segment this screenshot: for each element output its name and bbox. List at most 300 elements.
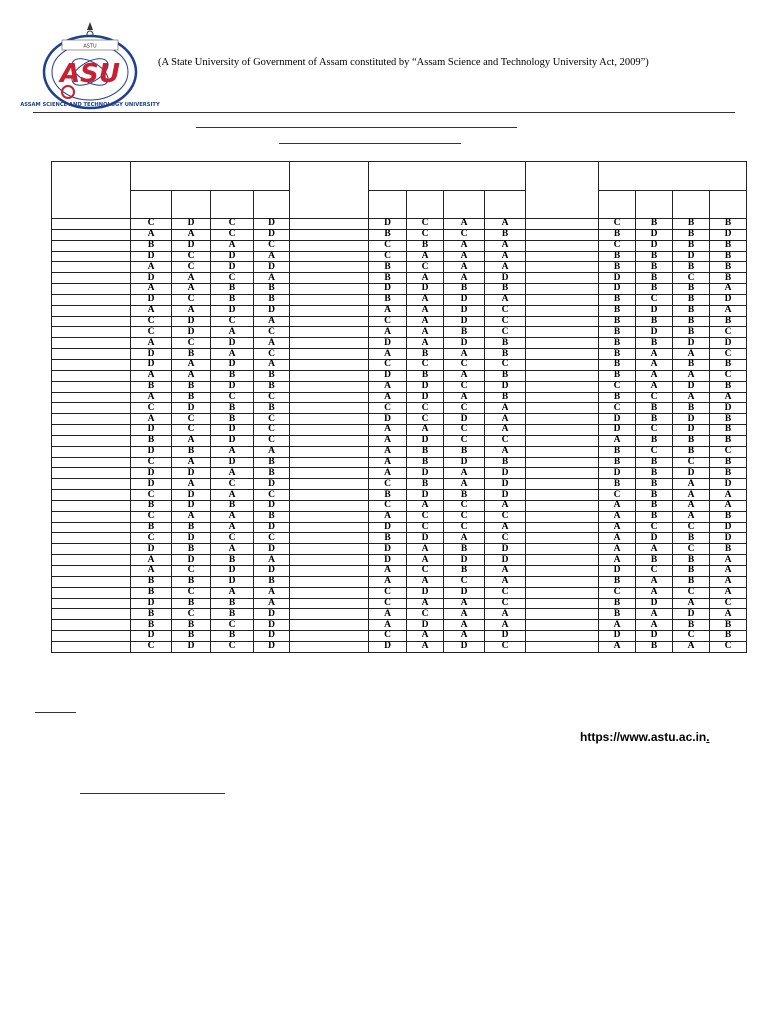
answer-cell: A: [636, 609, 673, 620]
answer-cell: C: [444, 435, 485, 446]
gap-cell: [290, 262, 369, 273]
gap-cell: [52, 598, 131, 609]
answer-cell: D: [131, 425, 172, 436]
gap-cell: [526, 609, 599, 620]
answer-cell: A: [485, 425, 526, 436]
answer-cell: A: [407, 641, 444, 652]
answer-cell: D: [369, 522, 407, 533]
answer-cell: B: [673, 284, 710, 295]
answer-cell: D: [369, 284, 407, 295]
table-row: [52, 229, 747, 240]
gap-cell: [526, 522, 599, 533]
answer-cell: A: [636, 359, 673, 370]
gap-cell: [52, 381, 131, 392]
answer-cell: B: [636, 414, 673, 425]
gap-cell: [290, 284, 369, 295]
answer-cell: A: [131, 392, 172, 403]
answer-cell: B: [131, 587, 172, 598]
answer-cell: A: [369, 349, 407, 360]
answer-cell: C: [211, 479, 254, 490]
answer-cell: C: [485, 305, 526, 316]
answer-cell: C: [254, 533, 290, 544]
answer-cell: C: [599, 219, 636, 230]
answer-cell: B: [254, 468, 290, 479]
answer-cell: C: [407, 359, 444, 370]
gap-cell: [290, 566, 369, 577]
answer-cell: D: [444, 587, 485, 598]
answer-cell: B: [673, 294, 710, 305]
answer-cell: A: [599, 641, 636, 652]
gap-cell: [52, 425, 131, 436]
answer-cell: C: [131, 457, 172, 468]
answer-cell: C: [407, 511, 444, 522]
answer-cell: A: [369, 511, 407, 522]
answer-cell: C: [211, 533, 254, 544]
gap-cell: [290, 631, 369, 642]
header-cell: [710, 191, 747, 219]
gap-cell: [52, 631, 131, 642]
answer-cell: C: [172, 294, 211, 305]
answer-cell: C: [131, 641, 172, 652]
answer-cell: B: [444, 490, 485, 501]
answer-cell: D: [211, 435, 254, 446]
answer-cell: A: [211, 446, 254, 457]
answer-cell: C: [407, 609, 444, 620]
gap-cell: [526, 229, 599, 240]
gap-cell: [526, 511, 599, 522]
answer-cell: D: [172, 403, 211, 414]
answer-cell: D: [254, 500, 290, 511]
answer-cell: B: [485, 370, 526, 381]
answer-cell: B: [211, 414, 254, 425]
answer-cell: C: [599, 240, 636, 251]
answer-cell: A: [369, 457, 407, 468]
answer-cell: B: [636, 555, 673, 566]
answer-cell: B: [636, 479, 673, 490]
answer-cell: C: [407, 262, 444, 273]
answer-cell: C: [485, 359, 526, 370]
answer-cell: C: [254, 349, 290, 360]
answer-cell: B: [254, 511, 290, 522]
answer-cell: B: [369, 262, 407, 273]
gap-cell: [526, 598, 599, 609]
answer-cell: C: [673, 544, 710, 555]
answer-cell: D: [131, 273, 172, 284]
answer-cell: B: [131, 609, 172, 620]
answer-cell: C: [599, 403, 636, 414]
answer-cell: A: [254, 359, 290, 370]
answer-cell: A: [710, 284, 747, 295]
svg-text:ASTU: ASTU: [83, 43, 97, 50]
gap-cell: [52, 284, 131, 295]
gap-cell: [526, 262, 599, 273]
header-cell: [52, 162, 131, 219]
answer-cell: D: [710, 479, 747, 490]
answer-cell: B: [673, 262, 710, 273]
gap-cell: [526, 316, 599, 327]
answer-cell: D: [131, 631, 172, 642]
answer-cell: A: [369, 305, 407, 316]
answer-cell: B: [599, 576, 636, 587]
answer-cell: B: [710, 262, 747, 273]
table-row: [52, 381, 747, 392]
answer-cell: A: [407, 425, 444, 436]
answer-cell: C: [254, 327, 290, 338]
gap-cell: [290, 598, 369, 609]
answer-cell: B: [636, 273, 673, 284]
answer-cell: A: [485, 240, 526, 251]
answer-cell: C: [172, 566, 211, 577]
answer-cell: C: [369, 403, 407, 414]
answer-cell: A: [710, 555, 747, 566]
answer-cell: D: [172, 327, 211, 338]
gap-cell: [290, 414, 369, 425]
answer-cell: A: [407, 273, 444, 284]
table-row: [52, 631, 747, 642]
answer-cell: C: [636, 566, 673, 577]
answer-cell: D: [369, 219, 407, 230]
answer-cell: C: [172, 425, 211, 436]
gap-cell: [52, 446, 131, 457]
answer-cell: A: [599, 435, 636, 446]
answer-cell: D: [599, 284, 636, 295]
answer-cell: B: [254, 457, 290, 468]
answer-cell: B: [710, 381, 747, 392]
answer-cell: C: [485, 533, 526, 544]
answer-cell: B: [636, 457, 673, 468]
table-row: [52, 533, 747, 544]
answer-cell: C: [485, 435, 526, 446]
answer-cell: C: [172, 609, 211, 620]
answer-cell: D: [444, 641, 485, 652]
gap-cell: [526, 294, 599, 305]
answer-cell: A: [485, 522, 526, 533]
header-cell: [290, 162, 369, 219]
gap-cell: [290, 609, 369, 620]
answer-cell: B: [485, 392, 526, 403]
answer-cell: D: [254, 305, 290, 316]
answer-cell: A: [636, 587, 673, 598]
answer-cell: B: [172, 446, 211, 457]
answer-cell: A: [710, 490, 747, 501]
header-cell: [673, 191, 710, 219]
answer-cell: A: [369, 566, 407, 577]
gap-cell: [290, 533, 369, 544]
answer-cell: C: [485, 327, 526, 338]
header-cell: [526, 162, 599, 219]
answer-cell: B: [131, 576, 172, 587]
answer-cell: D: [485, 468, 526, 479]
gap-cell: [526, 273, 599, 284]
table-row: [52, 219, 747, 230]
answer-cell: A: [444, 273, 485, 284]
answer-cell: D: [172, 240, 211, 251]
answer-cell: C: [172, 414, 211, 425]
answer-cell: A: [636, 576, 673, 587]
answer-cell: A: [673, 490, 710, 501]
answer-cell: C: [211, 316, 254, 327]
answer-cell: A: [673, 641, 710, 652]
notes-underline: [35, 712, 76, 713]
answer-cell: B: [407, 446, 444, 457]
table-row: [52, 273, 747, 284]
answer-cell: A: [485, 414, 526, 425]
answer-cell: B: [673, 359, 710, 370]
answer-cell: B: [710, 457, 747, 468]
answer-cell: D: [254, 479, 290, 490]
gap-cell: [526, 219, 599, 230]
answer-cell: B: [172, 349, 211, 360]
gap-cell: [526, 631, 599, 642]
answer-cell: C: [369, 240, 407, 251]
answer-cell: C: [444, 425, 485, 436]
answer-cell: A: [673, 511, 710, 522]
gap-cell: [290, 370, 369, 381]
gap-cell: [526, 555, 599, 566]
answer-cell: A: [254, 251, 290, 262]
answer-cell: D: [673, 251, 710, 262]
answer-cell: D: [710, 522, 747, 533]
answer-cell: C: [444, 500, 485, 511]
gap-cell: [526, 620, 599, 631]
answer-cell: D: [172, 500, 211, 511]
answer-cell: C: [369, 587, 407, 598]
answer-cell: A: [599, 555, 636, 566]
answer-cell: B: [131, 522, 172, 533]
answer-cell: A: [407, 555, 444, 566]
answer-cell: A: [407, 305, 444, 316]
answer-cell: D: [172, 468, 211, 479]
answer-cell: B: [710, 219, 747, 230]
answer-cell: D: [636, 631, 673, 642]
table-row: [52, 338, 747, 349]
gap-cell: [290, 446, 369, 457]
answer-cell: A: [254, 316, 290, 327]
answer-cell: A: [172, 229, 211, 240]
table-row: [52, 500, 747, 511]
answer-cell: A: [254, 338, 290, 349]
answer-cell: D: [172, 533, 211, 544]
answer-cell: B: [673, 305, 710, 316]
table-row: [52, 349, 747, 360]
gap-cell: [52, 566, 131, 577]
answer-cell: D: [636, 240, 673, 251]
answer-cell: B: [211, 598, 254, 609]
answer-cell: B: [485, 349, 526, 360]
answer-cell: A: [407, 294, 444, 305]
gap-cell: [526, 284, 599, 295]
answer-cell: A: [211, 327, 254, 338]
answer-cell: C: [444, 403, 485, 414]
answer-cell: B: [254, 381, 290, 392]
answer-cell: B: [710, 425, 747, 436]
answer-cell: B: [131, 435, 172, 446]
header-cell: [599, 191, 636, 219]
answer-cell: D: [254, 522, 290, 533]
header-cell: [211, 191, 254, 219]
gap-cell: [526, 587, 599, 598]
answer-cell: A: [710, 566, 747, 577]
answer-cell: D: [211, 251, 254, 262]
table-row: [52, 262, 747, 273]
answer-cell: C: [710, 641, 747, 652]
answer-cell: C: [369, 500, 407, 511]
answer-cell: C: [211, 229, 254, 240]
answer-cell: D: [599, 414, 636, 425]
answer-cell: D: [369, 544, 407, 555]
answer-cell: A: [599, 500, 636, 511]
answer-cell: C: [211, 641, 254, 652]
answer-cell: A: [407, 338, 444, 349]
answer-cell: A: [485, 251, 526, 262]
answer-cell: B: [599, 294, 636, 305]
website-link[interactable]: https://www.astu.ac.in.: [580, 730, 710, 744]
answer-cell: B: [211, 555, 254, 566]
gap-cell: [290, 425, 369, 436]
table-row: [52, 425, 747, 436]
gap-cell: [526, 544, 599, 555]
answer-cell: C: [407, 522, 444, 533]
gap-cell: [290, 587, 369, 598]
answer-cell: C: [599, 490, 636, 501]
answer-cell: D: [172, 316, 211, 327]
answer-key-table: [51, 161, 747, 653]
table-row: [52, 587, 747, 598]
answer-cell: D: [407, 468, 444, 479]
answer-cell: B: [599, 370, 636, 381]
answer-cell: D: [254, 609, 290, 620]
answer-cell: C: [369, 316, 407, 327]
answer-cell: B: [131, 381, 172, 392]
answer-cell: D: [369, 338, 407, 349]
answer-cell: A: [636, 381, 673, 392]
answer-cell: D: [673, 468, 710, 479]
gap-cell: [526, 349, 599, 360]
answer-cell: B: [172, 620, 211, 631]
answer-cell: A: [444, 370, 485, 381]
answer-cell: D: [636, 327, 673, 338]
answer-cell: A: [636, 620, 673, 631]
header-cell: [369, 162, 526, 191]
table-row: [52, 479, 747, 490]
header-cell: [599, 162, 747, 191]
gap-cell: [526, 576, 599, 587]
answer-cell: A: [131, 370, 172, 381]
answer-cell: D: [254, 262, 290, 273]
gap-cell: [52, 414, 131, 425]
answer-cell: A: [444, 251, 485, 262]
answer-cell: B: [369, 229, 407, 240]
answer-cell: B: [254, 370, 290, 381]
answer-cell: B: [673, 229, 710, 240]
answer-cell: B: [673, 316, 710, 327]
gap-cell: [290, 294, 369, 305]
answer-cell: C: [444, 229, 485, 240]
gap-cell: [52, 359, 131, 370]
answer-cell: B: [485, 338, 526, 349]
university-logo: [20, 20, 160, 112]
answer-cell: C: [673, 587, 710, 598]
gap-cell: [290, 349, 369, 360]
gap-cell: [52, 262, 131, 273]
answer-cell: C: [369, 251, 407, 262]
answer-cell: A: [172, 305, 211, 316]
gap-cell: [526, 641, 599, 652]
answer-cell: C: [369, 359, 407, 370]
answer-cell: C: [636, 294, 673, 305]
answer-cell: B: [211, 294, 254, 305]
answer-cell: A: [131, 229, 172, 240]
answer-cell: B: [131, 240, 172, 251]
gap-cell: [52, 435, 131, 446]
gap-cell: [290, 555, 369, 566]
answer-cell: A: [444, 392, 485, 403]
answer-cell: D: [444, 305, 485, 316]
header-cell: [254, 191, 290, 219]
table-row: [52, 598, 747, 609]
answer-cell: B: [485, 284, 526, 295]
answer-cell: B: [636, 468, 673, 479]
answer-cell: C: [131, 511, 172, 522]
table-row: [52, 641, 747, 652]
answer-cell: D: [673, 381, 710, 392]
answer-cell: B: [710, 316, 747, 327]
gap-cell: [52, 522, 131, 533]
answer-cell: D: [211, 305, 254, 316]
answer-cell: A: [369, 446, 407, 457]
answer-cell: D: [710, 403, 747, 414]
gap-cell: [52, 468, 131, 479]
answer-cell: C: [131, 219, 172, 230]
gap-cell: [526, 381, 599, 392]
answer-cell: B: [673, 555, 710, 566]
answer-cell: D: [254, 631, 290, 642]
answer-cell: A: [673, 500, 710, 511]
answer-cell: A: [444, 468, 485, 479]
answer-cell: A: [254, 587, 290, 598]
answer-cell: D: [710, 294, 747, 305]
answer-cell: B: [369, 273, 407, 284]
answer-cell: B: [673, 620, 710, 631]
table-row: [52, 370, 747, 381]
gap-cell: [290, 240, 369, 251]
answer-cell: D: [131, 446, 172, 457]
table-row: [52, 284, 747, 295]
answer-cell: D: [599, 566, 636, 577]
answer-cell: C: [254, 414, 290, 425]
answer-cell: D: [710, 338, 747, 349]
gap-cell: [52, 370, 131, 381]
answer-cell: B: [407, 370, 444, 381]
answer-cell: C: [599, 587, 636, 598]
answer-cell: D: [131, 251, 172, 262]
answer-cell: D: [485, 273, 526, 284]
answer-cell: B: [599, 479, 636, 490]
header-cell: [636, 191, 673, 219]
answer-cell: B: [599, 392, 636, 403]
gap-cell: [526, 359, 599, 370]
gap-cell: [526, 240, 599, 251]
gap-cell: [526, 370, 599, 381]
gap-cell: [290, 338, 369, 349]
table-row: [52, 403, 747, 414]
table-row: [52, 327, 747, 338]
answer-cell: B: [599, 316, 636, 327]
answer-cell: D: [172, 219, 211, 230]
answer-cell: B: [172, 392, 211, 403]
gap-cell: [526, 425, 599, 436]
answer-cell: B: [211, 631, 254, 642]
